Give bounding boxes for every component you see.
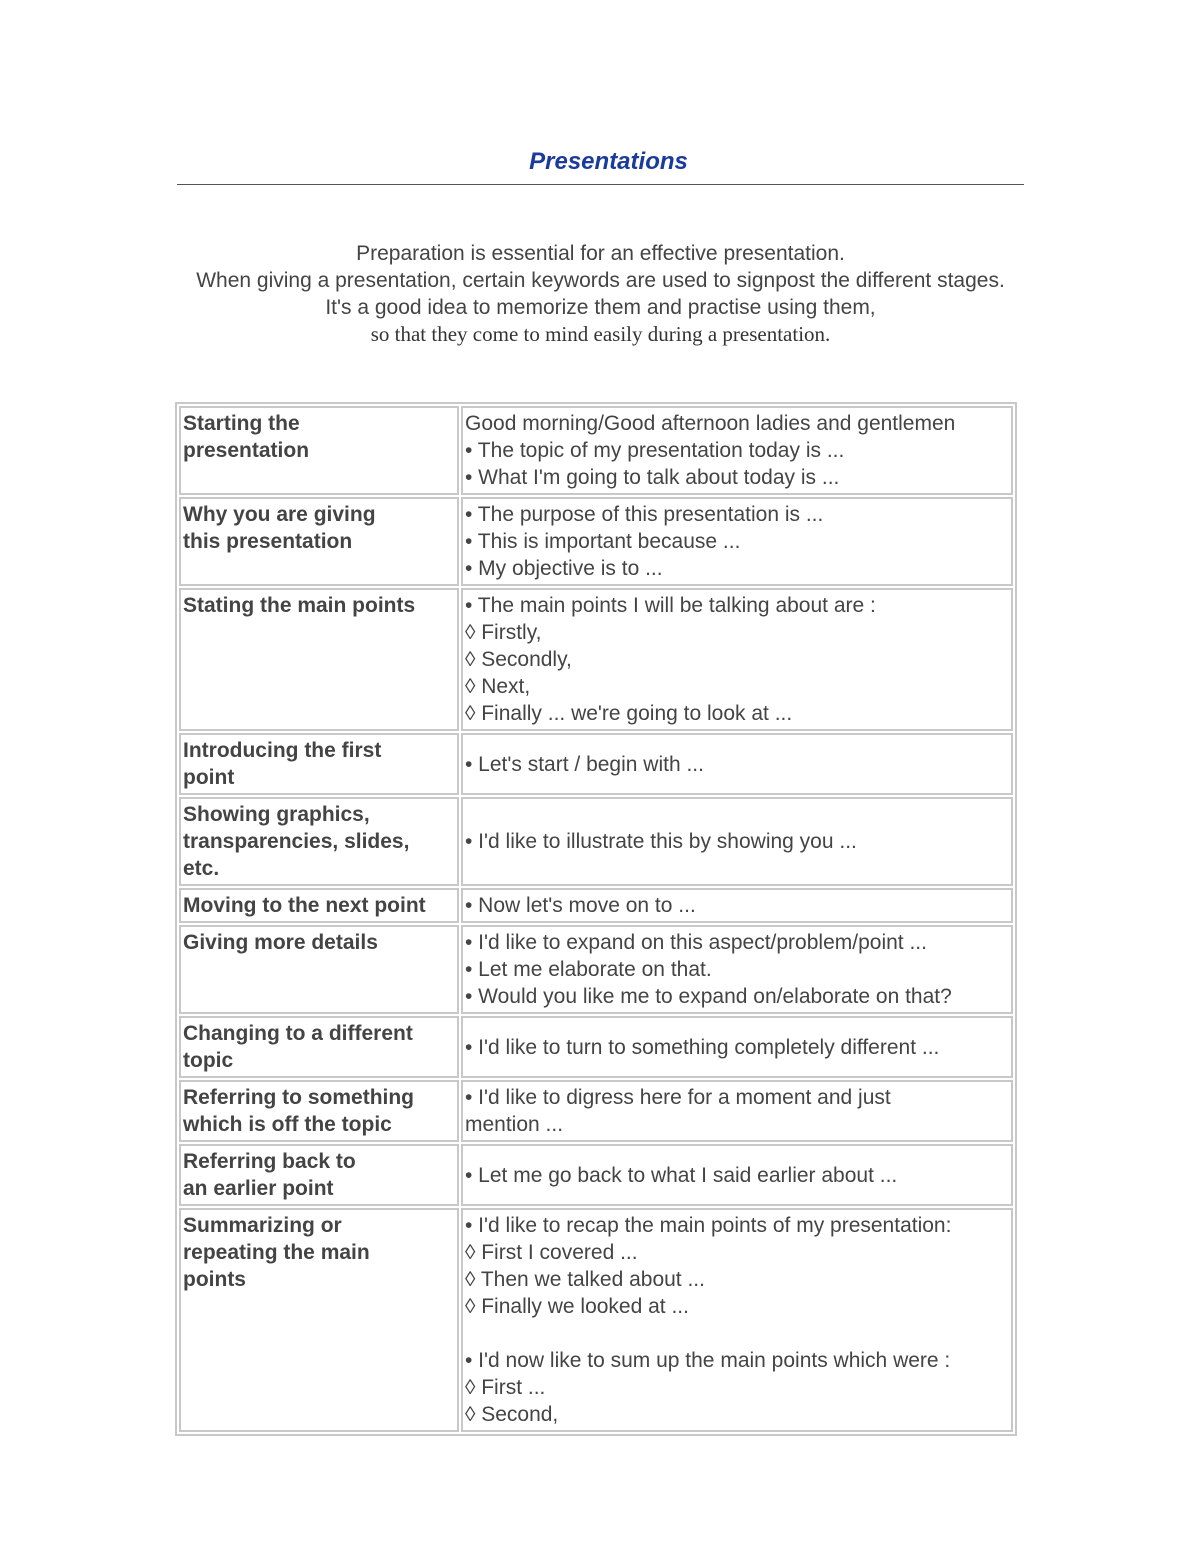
blank-line [465, 1320, 1009, 1347]
phrase-line: • The purpose of this presentation is ... [465, 503, 824, 526]
phrases-cell [461, 406, 1013, 495]
phrase-line: • Let's start / begin with ... [465, 752, 704, 776]
stage-label: Introducing the first [183, 739, 382, 762]
stage-label: which is off the topic [183, 1113, 392, 1136]
stage-label-cell [179, 497, 459, 586]
phrases-cell [461, 1208, 1013, 1432]
phrase-line: • The topic of my presentation today is ... [465, 439, 845, 462]
stage-label: points [183, 1268, 246, 1291]
phrase-line: Good morning/Good afternoon ladies and gentlemen [465, 412, 956, 435]
intro-line: It's a good idea to memorize them and practise using them, [325, 296, 876, 319]
table-row [179, 497, 1013, 586]
phrase-line: ◊ Firstly, [465, 621, 542, 644]
stage-label-cell [179, 797, 459, 886]
phrases-cell [461, 925, 1013, 1014]
stage-label: presentation [183, 439, 310, 462]
phrase-line: • I'd like to illustrate this by showing you ... [465, 830, 857, 853]
intro-line: When giving a presentation, certain keywords are used to signpost the different stages. [196, 269, 1005, 292]
phrase-line: • My objective is to ... [465, 557, 663, 580]
stage-label-cell [179, 888, 459, 923]
page-title: Presentations [529, 148, 688, 175]
stage-label: Changing to a different [183, 1022, 413, 1045]
table-row [179, 797, 1013, 886]
phrases-cell [461, 1144, 1013, 1206]
phrase-line: • I'd like to digress here for a moment and just [465, 1086, 891, 1109]
stage-label: an earlier point [183, 1177, 334, 1200]
stage-label: Starting the [183, 412, 300, 435]
stage-label: Referring to something [183, 1086, 415, 1109]
table-body [179, 406, 1013, 1432]
stage-label-cell [179, 1080, 459, 1142]
table-row [179, 888, 1013, 923]
stage-label: repeating the main [183, 1241, 370, 1264]
stage-label: Why you are giving [183, 503, 376, 526]
phrases-cell [461, 888, 1013, 923]
phrases-cell [461, 797, 1013, 886]
stage-label: etc. [183, 857, 220, 880]
phrase-line: • What I'm going to talk about today is ... [465, 466, 840, 489]
phrase-line: ◊ Second, [465, 1403, 559, 1426]
table-row [179, 1080, 1013, 1142]
phrase-line: • I'd like to expand on this aspect/problem/point ... [465, 931, 927, 954]
phrase-line: ◊ First I covered ... [465, 1241, 638, 1264]
phrase-line: ◊ Finally ... we're going to look at ... [465, 702, 793, 725]
phrase-line: • Let me elaborate on that. [465, 958, 712, 981]
phrases-cell [461, 733, 1013, 795]
phrase-line: • The main points I will be talking about are : [465, 594, 876, 617]
stage-label-cell [179, 1208, 459, 1432]
phrase-line: • I'd like to turn to something completely different ... [465, 1035, 940, 1059]
stage-label-cell [179, 406, 459, 495]
phrase-line: • I'd now like to sum up the main points which were : [465, 1349, 951, 1372]
table-row [179, 1016, 1013, 1078]
table-row [179, 1144, 1013, 1206]
stage-label-cell [179, 1144, 459, 1206]
phrases-cell [461, 1080, 1013, 1142]
phrase-line: mention ... [465, 1113, 564, 1136]
stage-label: Stating the main points [183, 594, 416, 617]
stage-label-cell [179, 733, 459, 795]
table-row [179, 588, 1013, 731]
phrases-cell [461, 1016, 1013, 1078]
stage-label: Showing graphics, [183, 803, 370, 826]
stage-label-cell [179, 588, 459, 731]
phrase-line: • Now let's move on to ... [465, 894, 696, 917]
phrase-line: ◊ First ... [465, 1376, 546, 1399]
intro-line: Preparation is essential for an effective presentation. [356, 242, 845, 265]
table-row [179, 925, 1013, 1014]
stage-label: point [183, 766, 235, 789]
stage-label: Giving more details [183, 931, 378, 954]
stage-label: this presentation [183, 530, 353, 553]
phrases-cell [461, 588, 1013, 731]
phrase-line: ◊ Then we talked about ... [465, 1268, 705, 1291]
table-row [179, 733, 1013, 795]
stage-label-cell [179, 1016, 459, 1078]
title-divider [177, 184, 1024, 185]
phrase-line: • This is important because ... [465, 530, 741, 553]
stage-label: Summarizing or [183, 1214, 342, 1237]
signpost-phrases-table [175, 402, 1017, 1436]
table-row [179, 1208, 1013, 1432]
stage-label: transparencies, slides, [183, 830, 410, 853]
table-row [179, 406, 1013, 495]
phrase-line: • Would you like me to expand on/elaborate on that? [465, 985, 952, 1008]
stage-label: Moving to the next point [183, 894, 426, 917]
phrase-line: • Let me go back to what I said earlier about ... [465, 1163, 898, 1187]
phrase-line: ◊ Secondly, [465, 648, 572, 671]
intro-paragraph [177, 240, 1024, 348]
phrase-line: ◊ Finally we looked at ... [465, 1295, 689, 1318]
intro-line: so that they come to mind easily during a presentation. [370, 322, 831, 346]
phrases-cell [461, 497, 1013, 586]
phrase-line: ◊ Next, [465, 675, 531, 698]
phrase-line: • I'd like to recap the main points of my presentation: [465, 1214, 952, 1237]
stage-label: topic [183, 1049, 234, 1072]
stage-label: Referring back to [183, 1150, 356, 1173]
stage-label-cell [179, 925, 459, 1014]
